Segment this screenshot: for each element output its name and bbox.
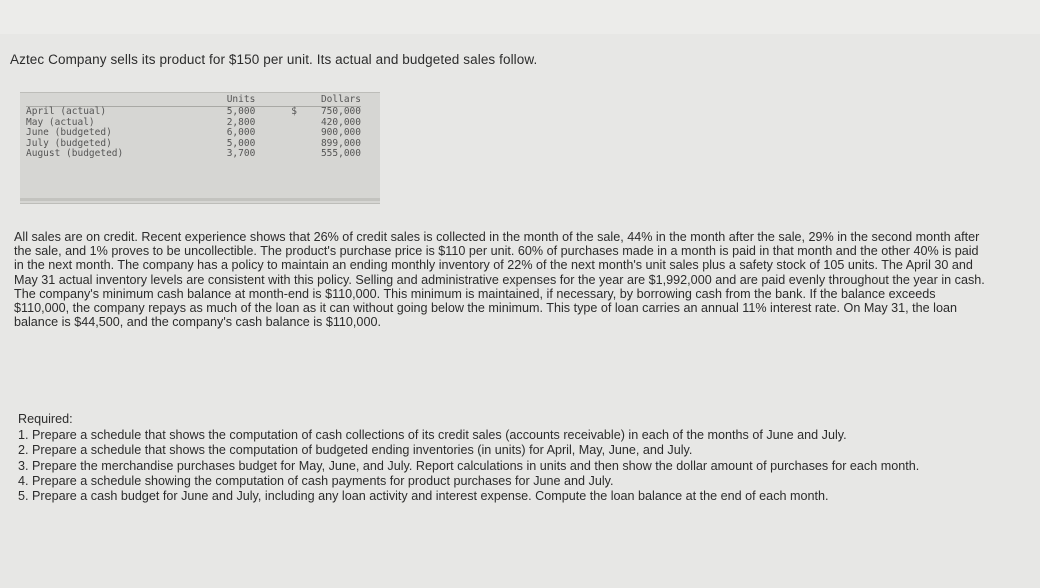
table-bottom-rule bbox=[20, 198, 380, 201]
required-list bbox=[18, 428, 978, 503]
required-heading: Required: bbox=[18, 412, 73, 426]
row-units: 3,700 bbox=[226, 148, 256, 159]
problem-intro: Aztec Company sells its product for $150 per unit. Its actual and budgeted sales follow. bbox=[10, 52, 538, 67]
required-item: 3. Prepare the merchandise purchases budget for May, June, and July. Report calculations in units and then show the dollar amount of purchases for each month. bbox=[18, 458, 920, 473]
table-header-row bbox=[26, 94, 361, 107]
row-label: July (budgeted) bbox=[26, 137, 112, 149]
row-units: 2,800 bbox=[226, 116, 256, 128]
row-units: 5,000 bbox=[226, 106, 256, 117]
header-dollars: Dollars bbox=[297, 94, 361, 107]
row-units: 5,000 bbox=[226, 137, 256, 149]
top-band bbox=[0, 0, 1040, 34]
row-currency: $ bbox=[291, 106, 297, 117]
row-currency bbox=[271, 139, 297, 150]
row-currency bbox=[271, 118, 297, 129]
header-blank bbox=[26, 94, 211, 107]
table-row bbox=[26, 149, 361, 160]
problem-paragraph: All sales are on credit. Recent experience shows that 26% of credit sales is collected in the month of the sale, 44% in the month after the sale, 29% in the second month after the sale, and 1% proves to be uncollectible. The product's purchase price is $110 per unit. 60% of purchases made in a month is paid in that month and the other 40% is paid in the next month. The company has a policy to maintain an ending monthly inventory of 22% of the next month's unit sales plus a safety stock of 105 units. The April 30 and May 31 actual inventory levels are consistent with this policy. Selling and administrative expenses for the year are $1,992,000 and are paid evenly throughout the year in cash. The company's minimum cash balance at month-end is $110,000. This minimum is maintained, if necessary, by borrowing cash from the bank. If the balance exceeds $110,000, the company repays as much of the loan as it can without going below the minimum. This type of loan carries an annual 11% interest rate. On May 31, the loan balance is $44,500, and the company's cash balance is $110,000. bbox=[14, 230, 985, 330]
row-label: June (budgeted) bbox=[26, 127, 112, 138]
row-dollars: 555,000 bbox=[320, 148, 361, 159]
sales-table-panel bbox=[20, 92, 380, 204]
sales-table bbox=[26, 94, 361, 160]
required-item: 4. Prepare a schedule showing the computation of cash payments for product purchases for June and July. bbox=[18, 473, 614, 488]
required-item: 2. Prepare a schedule that shows the computation of budgeted ending inventories (in units) for April, May, June, and July. bbox=[18, 443, 693, 458]
row-currency bbox=[271, 149, 297, 160]
required-section bbox=[18, 412, 978, 504]
row-dollars: 750,000 bbox=[320, 106, 361, 117]
header-currency bbox=[271, 94, 297, 107]
row-dollars: 420,000 bbox=[320, 116, 361, 128]
row-units: 6,000 bbox=[226, 127, 256, 138]
required-item: 1. Prepare a schedule that shows the computation of cash collections of its credit sales (accounts receivable) in each of the months of June and July. bbox=[18, 428, 847, 443]
row-label: April (actual) bbox=[26, 106, 107, 117]
table-row bbox=[26, 128, 361, 139]
table-row bbox=[26, 107, 361, 118]
row-dollars: 900,000 bbox=[320, 127, 361, 138]
header-units: Units bbox=[211, 94, 271, 107]
row-label: May (actual) bbox=[26, 116, 95, 128]
row-dollars: 899,000 bbox=[320, 137, 361, 149]
row-label: August (budgeted) bbox=[26, 148, 124, 159]
row-currency bbox=[271, 128, 297, 139]
required-item: 5. Prepare a cash budget for June and July, including any loan activity and interest expense. Compute the loan balance at the end of each month. bbox=[18, 489, 829, 504]
